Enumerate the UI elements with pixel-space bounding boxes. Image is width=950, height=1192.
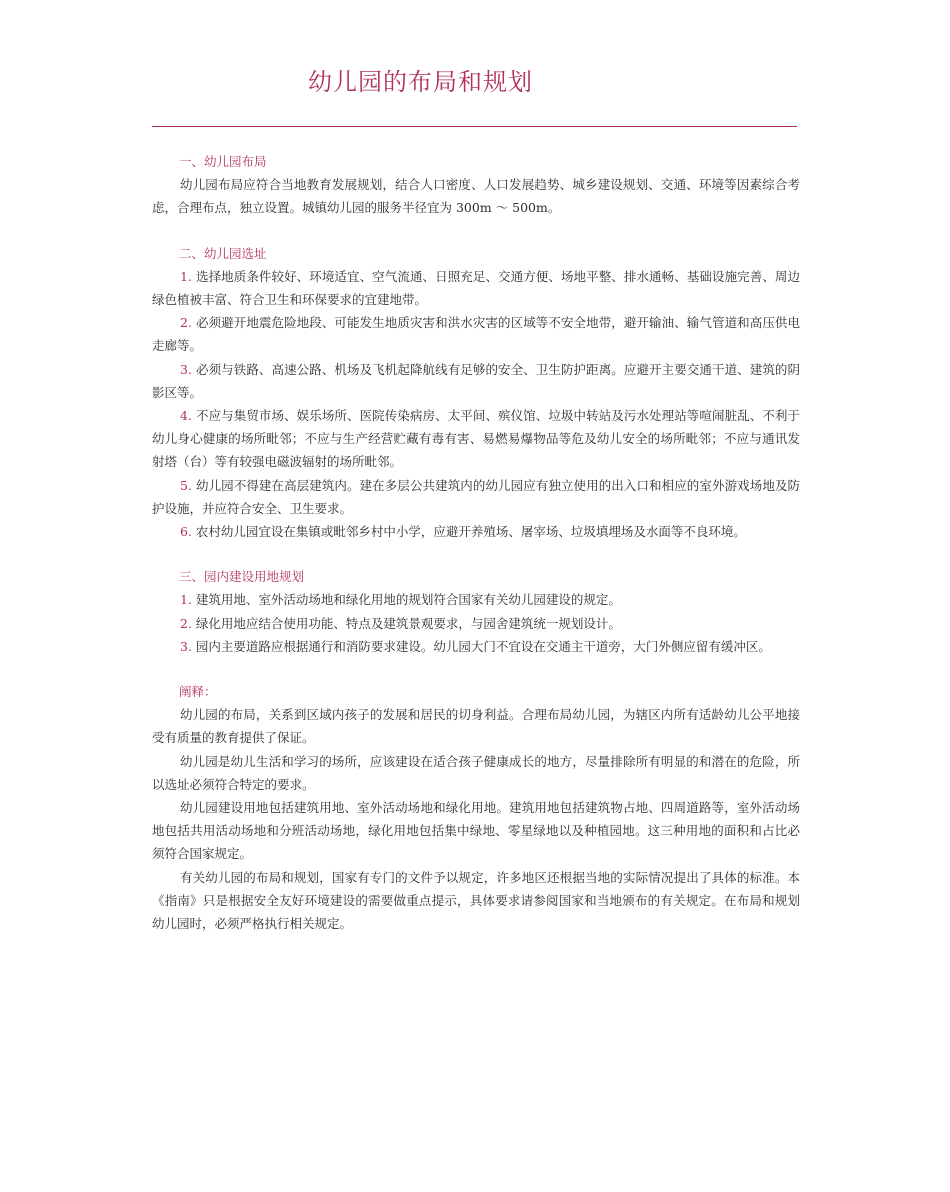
item-number: 1. bbox=[180, 592, 192, 608]
paragraph-text: 选择地质条件较好、环境适宜、空气流通、日照充足、交通方便、场地平整、排水通畅、基础设施完善、周边绿色植被丰富、符合卫生和环保要求的宜建地带。 bbox=[152, 268, 800, 308]
page-title: 幼儿园的布局和规划 bbox=[308, 68, 533, 96]
document-body bbox=[152, 150, 800, 957]
paragraph-text: 幼儿园布局应符合当地教育发展规划，结合人口密度、人口发展趋势、城乡建设规划、交通、环境等因素综合考虑，合理布点，独立设置。城镇幼儿园的服务半径宜为 300m ～ 500m。 bbox=[152, 177, 800, 216]
paragraph-text: 绿化用地应结合使用功能、特点及建筑景观要求，与园舍建筑统一规划设计。 bbox=[191, 615, 621, 631]
list-item bbox=[152, 520, 800, 543]
list-item bbox=[152, 635, 800, 658]
item-number: 2. bbox=[180, 315, 192, 331]
paragraph-text: 有关幼儿园的布局和规划，国家有专门的文件予以规定，许多地区还根据当地的实际情况提出了具体的标准。本《指南》只是根据安全友好环境建设的需要做重点提示，具体要求请参阅国家和当地颁布的有关规定。在布局和规划幼儿园时，必须严格执行相关规定。 bbox=[152, 869, 800, 932]
list-item bbox=[152, 358, 800, 404]
paragraph-text: 幼儿园的布局，关系到区域内孩子的发展和居民的切身利益。合理布局幼儿园，为辖区内所有适龄幼儿公平地接受有质量的教育提供了保证。 bbox=[152, 707, 800, 746]
paragraph-text: 必须避开地震危险地段、可能发生地质灾害和洪水灾害的区域等不安全地带，避开输油、输气管道和高压供电走廊等。 bbox=[152, 315, 800, 354]
item-number: 2. bbox=[180, 615, 192, 631]
section-heading: 一、幼儿园布局 bbox=[179, 154, 267, 169]
list-item bbox=[152, 311, 800, 357]
paragraph-text: 幼儿园建设用地包括建筑用地、室外活动场地和绿化用地。建筑用地包括建筑物占地、四周道路等，室外活动场地包括共用活动场地和分班活动场地，绿化用地包括集中绿地、零星绿地以及种植园地。这三种用地的面积和占比必须符合国家规定。 bbox=[152, 800, 800, 862]
paragraph-text: 必须与铁路、高速公路、机场及飞机起降航线有足够的安全、卫生防护距离。应避开主要交通干道、建筑的阴影区等。 bbox=[152, 361, 800, 400]
paragraph-text: 幼儿园是幼儿生活和学习的场所，应该建设在适合孩子健康成长的地方，尽量排除所有明显的和潜在的危险，所以选址必须符合特定的要求。 bbox=[152, 753, 800, 792]
section-heading: 阐释： bbox=[179, 684, 217, 700]
section-land-planning bbox=[152, 565, 800, 658]
item-number: 4. bbox=[180, 408, 192, 424]
list-item bbox=[152, 612, 800, 635]
section-site-selection bbox=[152, 242, 800, 544]
list-item bbox=[152, 404, 800, 474]
paragraph bbox=[152, 703, 800, 749]
item-number: 3. bbox=[180, 638, 192, 654]
item-number: 6. bbox=[180, 524, 192, 540]
paragraph-text: 农村幼儿园宜设在集镇或毗邻乡村中小学，应避开养殖场、屠宰场、垃圾填埋场及水面等不良环境。 bbox=[191, 524, 746, 540]
list-item bbox=[152, 474, 800, 520]
section-layout bbox=[152, 150, 800, 220]
item-number: 1. bbox=[180, 268, 192, 284]
item-number: 3. bbox=[180, 361, 192, 377]
paragraph-text: 建筑用地、室外活动场地和绿化用地的规划符合国家有关幼儿园建设的规定。 bbox=[191, 592, 621, 608]
list-item bbox=[152, 265, 800, 311]
section-heading: 二、幼儿园选址 bbox=[179, 245, 267, 261]
section-heading: 三、园内建设用地规划 bbox=[179, 569, 305, 585]
paragraph-text: 不应与集贸市场、娱乐场所、医院传染病房、太平间、殡仪馆、垃圾中转站及污水处理站等喧闹脏乱、不利于幼儿身心健康的场所毗邻；不应与生产经营贮藏有毒有害、易燃易爆物品等危及幼儿安全的场所毗邻；不应与通讯发射塔（台）等有较强电磁波辐射的场所毗邻。 bbox=[152, 408, 800, 470]
paragraph bbox=[152, 866, 800, 936]
title-divider bbox=[152, 126, 797, 127]
item-number: 5. bbox=[180, 477, 192, 493]
section-explanation bbox=[152, 680, 800, 935]
paragraph-text: 幼儿园不得建在高层建筑内。建在多层公共建筑内的幼儿园应有独立使用的出入口和相应的室外游戏场地及防护设施，并应符合安全、卫生要求。 bbox=[152, 477, 800, 516]
paragraph bbox=[152, 796, 800, 866]
paragraph bbox=[152, 750, 800, 796]
list-item bbox=[152, 588, 800, 611]
paragraph bbox=[152, 173, 800, 219]
paragraph-text: 园内主要道路应根据通行和消防要求建设。幼儿园大门不宜设在交通主干道旁，大门外侧应留有缓冲区。 bbox=[191, 638, 771, 654]
